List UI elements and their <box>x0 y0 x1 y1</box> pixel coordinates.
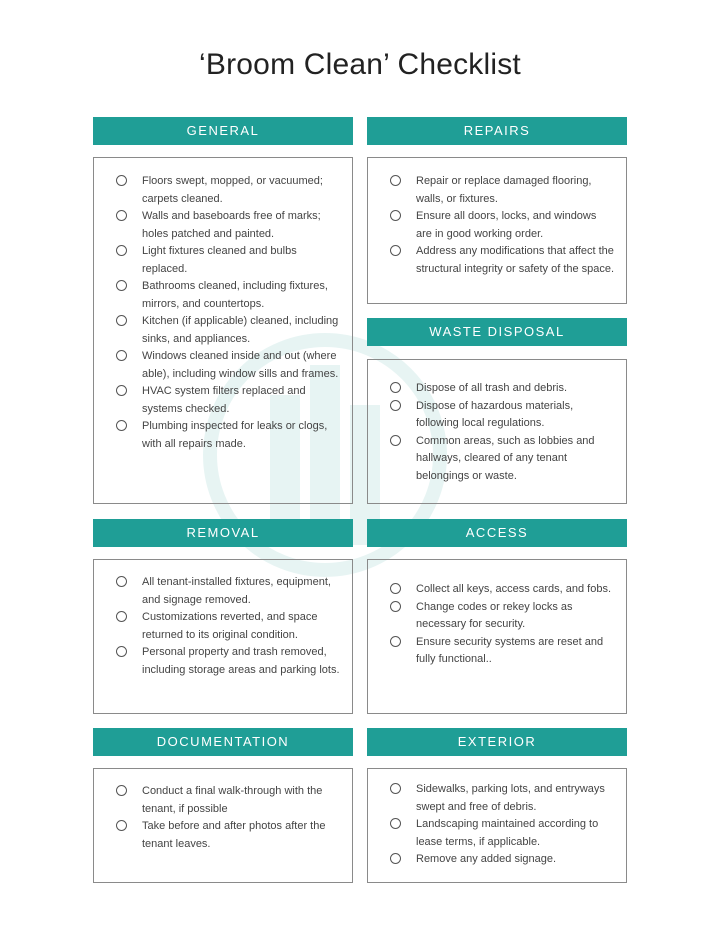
documentation-box <box>93 768 353 883</box>
checklist-item-text: Bathrooms cleaned, including fixtures, mirrors, and countertops. <box>142 280 328 310</box>
checklist-item <box>390 433 615 486</box>
repairs-list <box>390 173 615 278</box>
checklist-item-text: Sidewalks, parking lots, and entryways swept and free of debris. <box>416 783 605 813</box>
checkbox-circle[interactable] <box>116 175 127 186</box>
checklist-item-text: Plumbing inspected for leaks or clogs, with all repairs made. <box>142 420 328 450</box>
waste-disposal-header: WASTE DISPOSAL <box>367 318 627 346</box>
checklist-item-text: Address any modifications that affect the structural integrity or safety of the space. <box>416 245 615 275</box>
checkbox-circle[interactable] <box>116 385 127 396</box>
exterior-box <box>367 768 627 883</box>
checklist-item <box>390 581 615 599</box>
checklist-item <box>116 278 341 313</box>
access-box <box>367 559 627 714</box>
checkbox-circle[interactable] <box>116 646 127 657</box>
checklist-item <box>116 574 341 609</box>
checklist-item <box>116 173 341 208</box>
checklist-item <box>390 173 615 208</box>
repairs-box <box>367 157 627 304</box>
checklist-item <box>390 816 615 851</box>
checkbox-circle[interactable] <box>390 601 401 612</box>
checkbox-circle[interactable] <box>390 400 401 411</box>
checklist-item-text: Floors swept, mopped, or vacuumed; carpets cleaned. <box>142 175 323 205</box>
checklist-item-text: Customizations reverted, and space returned to its original condition. <box>142 611 318 641</box>
checkbox-circle[interactable] <box>390 636 401 647</box>
checkbox-circle[interactable] <box>116 210 127 221</box>
checklist-item <box>390 851 615 869</box>
checkbox-circle[interactable] <box>390 818 401 829</box>
checkbox-circle[interactable] <box>390 435 401 446</box>
checklist-item <box>116 243 341 278</box>
checklist-item-text: Conduct a final walk-through with the tenant, if possible <box>142 785 323 815</box>
removal-box <box>93 559 353 714</box>
documentation-list <box>116 783 341 853</box>
checkbox-circle[interactable] <box>390 245 401 256</box>
checkbox-circle[interactable] <box>116 820 127 831</box>
checklist-item <box>116 313 341 348</box>
general-header: GENERAL <box>93 117 353 145</box>
general-box <box>93 157 353 504</box>
waste-disposal-list <box>390 380 615 485</box>
checklist-item <box>116 208 341 243</box>
checklist-item-text: Kitchen (if applicable) cleaned, including sinks, and appliances. <box>142 315 339 345</box>
checkbox-circle[interactable] <box>116 315 127 326</box>
checklist-item <box>390 208 615 243</box>
checkbox-circle[interactable] <box>390 175 401 186</box>
checklist-item <box>390 599 615 634</box>
checklist-item-text: Change codes or rekey locks as necessary for security. <box>416 600 573 630</box>
checklist-item <box>116 383 341 418</box>
checklist-item <box>116 609 341 644</box>
checkbox-circle[interactable] <box>116 785 127 796</box>
checkbox-circle[interactable] <box>390 583 401 594</box>
checkbox-circle[interactable] <box>390 382 401 393</box>
access-list <box>390 581 615 669</box>
access-header: ACCESS <box>367 519 627 547</box>
checklist-item-text: Personal property and trash removed, including storage areas and parking lots. <box>142 646 340 676</box>
checklist-item-text: Repair or replace damaged flooring, walls, or fixtures. <box>416 175 592 205</box>
checklist-item-text: Windows cleaned inside and out (where able), including window sills and frames. <box>142 350 339 380</box>
checkbox-circle[interactable] <box>116 245 127 256</box>
checklist-item-text: All tenant-installed fixtures, equipment, and signage removed. <box>142 576 331 606</box>
page-title: ‘Broom Clean’ Checklist <box>199 48 521 81</box>
checklist-item-text: Ensure security systems are reset and fully functional.. <box>416 635 604 665</box>
checkbox-circle[interactable] <box>390 210 401 221</box>
checklist-item-text: Dispose of hazardous materials, following local regulations. <box>416 399 574 429</box>
exterior-header: EXTERIOR <box>367 728 627 756</box>
checklist-item-text: Collect all keys, access cards, and fobs. <box>416 583 612 595</box>
checklist-item-text: HVAC system filters replaced and systems checked. <box>142 385 306 415</box>
checklist-item <box>116 418 341 453</box>
checklist-item <box>116 818 341 853</box>
waste-disposal-box <box>367 359 627 504</box>
repairs-header: REPAIRS <box>367 117 627 145</box>
checkbox-circle[interactable] <box>390 853 401 864</box>
checklist-item <box>390 243 615 278</box>
checkbox-circle[interactable] <box>390 783 401 794</box>
checklist-item-text: Remove any added signage. <box>416 853 557 865</box>
checklist-item-text: Ensure all doors, locks, and windows are in good working order. <box>416 210 597 240</box>
checklist-item-text: Common areas, such as lobbies and hallways, cleared of any tenant belongings or waste. <box>416 434 595 482</box>
checkbox-circle[interactable] <box>116 350 127 361</box>
checklist-item-text: Take before and after photos after the tenant leaves. <box>142 820 326 850</box>
checklist-item <box>116 644 341 679</box>
checklist-item-text: Dispose of all trash and debris. <box>416 382 568 394</box>
removal-header: REMOVAL <box>93 519 353 547</box>
general-list <box>116 173 341 453</box>
checklist-item <box>116 348 341 383</box>
checklist-item <box>390 781 615 816</box>
checkbox-circle[interactable] <box>116 576 127 587</box>
checklist-item-text: Light fixtures cleaned and bulbs replaced. <box>142 245 297 275</box>
documentation-header: DOCUMENTATION <box>93 728 353 756</box>
checklist-item <box>116 783 341 818</box>
checklist-item <box>390 380 615 398</box>
checklist-item <box>390 398 615 433</box>
checkbox-circle[interactable] <box>116 611 127 622</box>
removal-list <box>116 574 341 679</box>
checkbox-circle[interactable] <box>116 280 127 291</box>
exterior-list <box>390 781 615 869</box>
checklist-item-text: Walls and baseboards free of marks; holes patched and painted. <box>142 210 321 240</box>
checklist-item <box>390 634 615 669</box>
checkbox-circle[interactable] <box>116 420 127 431</box>
checklist-item-text: Landscaping maintained according to lease terms, if applicable. <box>416 818 599 848</box>
